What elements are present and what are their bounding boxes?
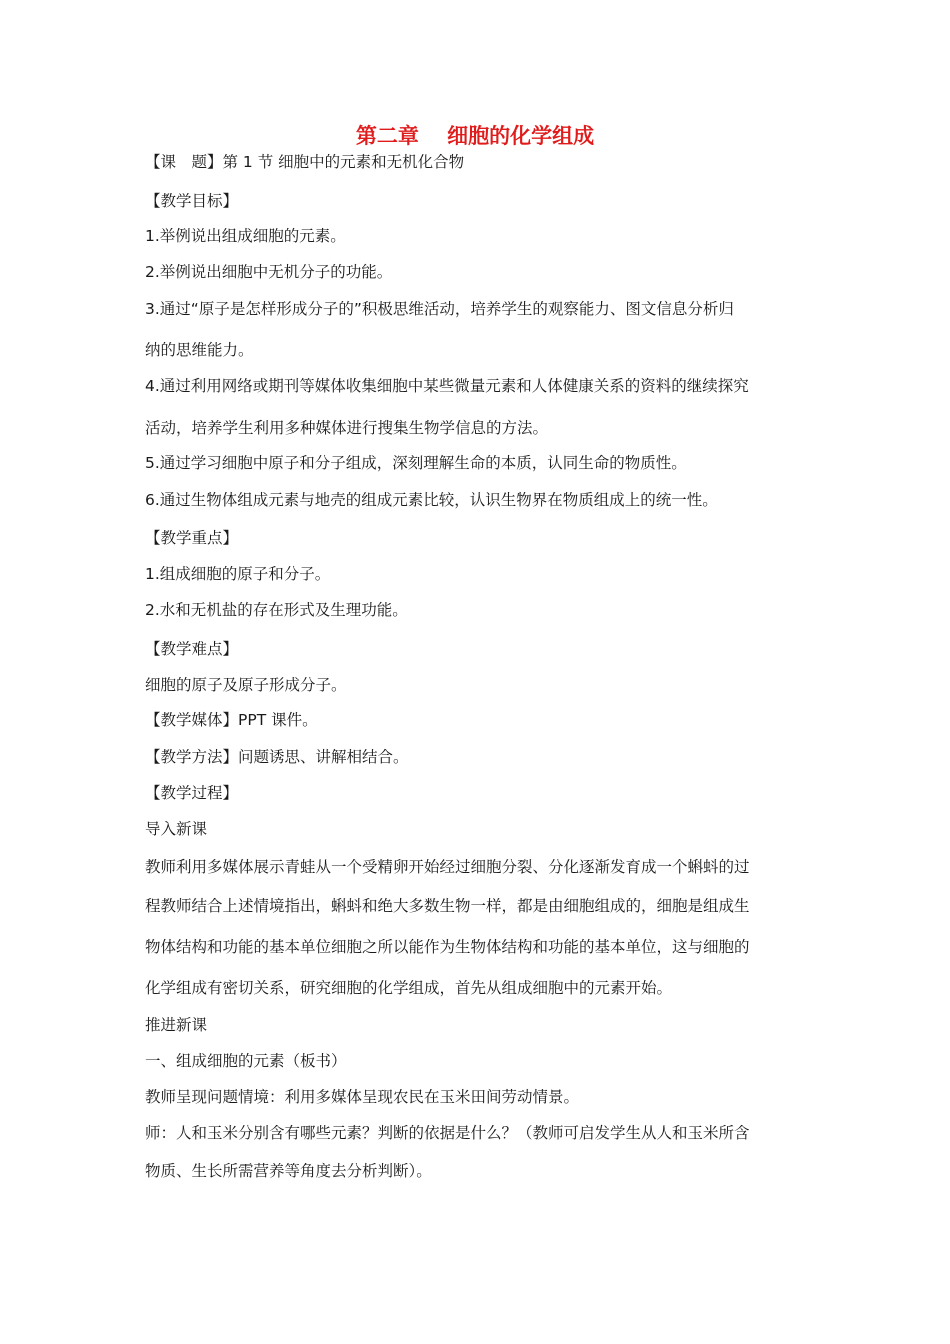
objective-item-continued: 活动，培养学生利用多种媒体进行搜集生物学信息的方法。 bbox=[145, 419, 549, 437]
advance-heading: 推进新课 bbox=[145, 1016, 208, 1034]
objective-item-continued: 纳的思维能力。 bbox=[145, 341, 254, 359]
intro-paragraph-line: 教师利用多媒体展示青蛙从一个受精卵开始经过细胞分裂、分化逐渐发育成一个蝌蚪的过 bbox=[145, 858, 750, 876]
objective-item: 6.通过生物体组成元素与地壳的组成元素比较，认识生物界在物质组成上的统一性。 bbox=[145, 491, 718, 509]
objective-item: 2.举例说出细胞中无机分子的功能。 bbox=[145, 263, 393, 281]
teaching-methods: 【教学方法】问题诱思、讲解相结合。 bbox=[145, 748, 409, 766]
difficulties-text: 细胞的原子及原子形成分子。 bbox=[145, 676, 347, 694]
objective-item: 5.通过学习细胞中原子和分子组成，深刻理解生命的本质，认同生命的物质性。 bbox=[145, 454, 687, 472]
scenario-text: 教师呈现问题情境：利用多媒体呈现农民在玉米田间劳动情景。 bbox=[145, 1088, 580, 1106]
teacher-question-line: 师：人和玉米分别含有哪些元素？判断的依据是什么？（教师可启发学生从人和玉米所含 bbox=[145, 1124, 750, 1142]
objective-item: 1.举例说出组成细胞的元素。 bbox=[145, 227, 346, 245]
intro-paragraph-line: 程教师结合上述情境指出，蝌蚪和绝大多数生物一样，都是由细胞组成的，细胞是组成生 bbox=[145, 897, 750, 915]
intro-paragraph-line: 化学组成有密切关系，研究细胞的化学组成，首先从组成细胞中的元素开始。 bbox=[145, 979, 673, 997]
process-heading: 【教学过程】 bbox=[145, 784, 239, 802]
key-points-heading: 【教学重点】 bbox=[145, 529, 239, 547]
intro-heading: 导入新课 bbox=[145, 820, 208, 838]
teaching-media: 【教学媒体】PPT 课件。 bbox=[145, 711, 318, 729]
teacher-question-line: 物质、生长所需营养等角度去分析判断）。 bbox=[145, 1162, 432, 1180]
difficulties-heading: 【教学难点】 bbox=[145, 640, 239, 658]
intro-paragraph-line: 物体结构和功能的基本单位细胞之所以能作为生物体结构和功能的基本单位，这与细胞的 bbox=[145, 938, 750, 956]
objective-item: 4.通过利用网络或期刊等媒体收集细胞中某些微量元素和人体健康关系的资料的继续探究 bbox=[145, 377, 749, 395]
chapter-title: 第二章 细胞的化学组成 bbox=[355, 124, 595, 148]
key-point-item: 2.水和无机盐的存在形式及生理功能。 bbox=[145, 601, 408, 619]
objectives-heading: 【教学目标】 bbox=[145, 192, 239, 210]
section-one-heading: 一、组成细胞的元素（板书） bbox=[145, 1052, 347, 1070]
key-point-item: 1.组成细胞的原子和分子。 bbox=[145, 565, 331, 583]
lesson-topic: 【课 题】第 1 节 细胞中的元素和无机化合物 bbox=[145, 153, 465, 171]
objective-item: 3.通过“原子是怎样形成分子的”积极思维活动，培养学生的观察能力、图文信息分析归 bbox=[145, 300, 734, 318]
